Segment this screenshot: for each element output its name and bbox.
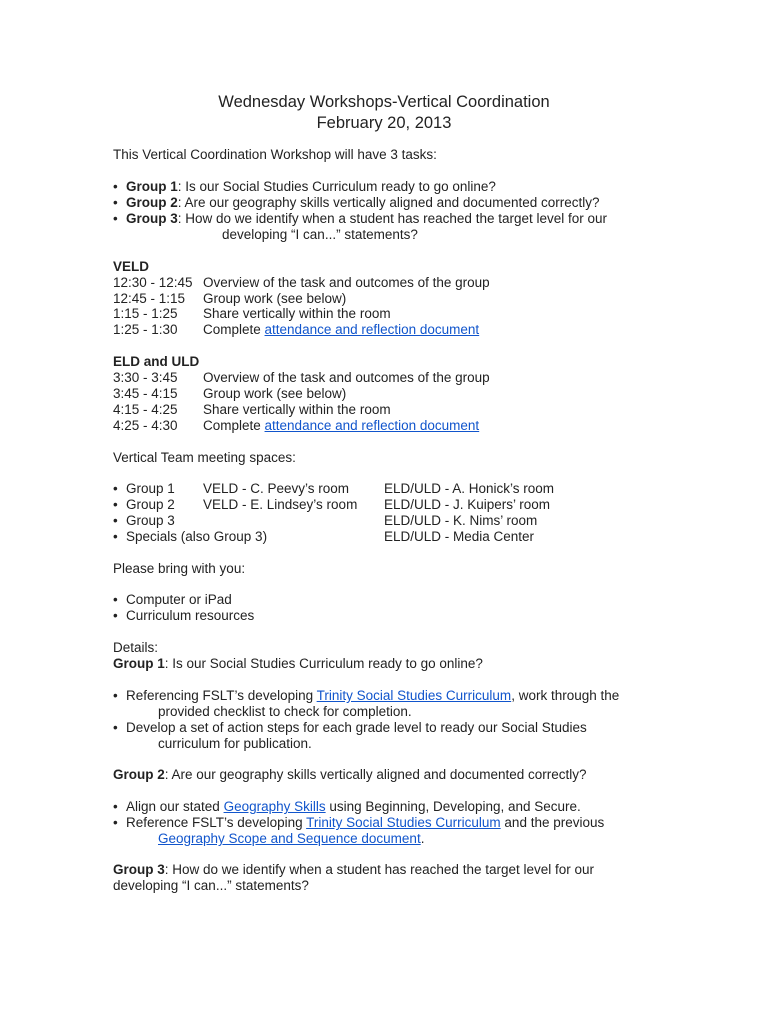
- schedule-text: Share vertically within the room: [203, 306, 391, 321]
- trinity-curriculum-link[interactable]: Trinity Social Studies Curriculum: [316, 688, 512, 703]
- geography-skills-link[interactable]: Geography Skills: [223, 799, 326, 814]
- bullet-text: , work through the: [511, 688, 620, 703]
- veld-heading: VELD: [113, 259, 150, 274]
- schedule-text: Share vertically within the room: [203, 402, 391, 417]
- space-eld-room: ELD/ULD - J. Kuipers’ room: [384, 497, 551, 512]
- bullet-text: Reference FSLT’s developing: [126, 815, 307, 830]
- bullet-glyph: •: [113, 497, 118, 512]
- space-group: Group 1: [126, 481, 175, 496]
- space-eld-room: ELD/ULD - A. Honick’s room: [384, 481, 555, 496]
- space-row: [113, 481, 554, 497]
- document-date: February 20, 2013: [316, 114, 452, 132]
- task-text: : How do we identify when a student has reached the target level for our: [177, 211, 608, 226]
- bring-item-text: Curriculum resources: [126, 608, 255, 623]
- task-item: [113, 195, 600, 211]
- space-group: Group 3: [126, 513, 175, 528]
- details-group-3-continuation: developing “I can...” statements?: [113, 878, 309, 893]
- schedule-time: 1:25 - 1:30: [113, 322, 178, 337]
- bullet-glyph: •: [113, 592, 118, 607]
- schedule-time: 1:15 - 1:25: [113, 306, 178, 321]
- schedule-text: Complete: [203, 322, 265, 337]
- space-group: Group 2: [126, 497, 175, 512]
- space-eld-room: ELD/ULD - K. Nims’ room: [384, 513, 538, 528]
- details-bullet: [113, 688, 619, 704]
- task-text: : Are our geography skills vertically aligned and documented correctly?: [177, 195, 600, 210]
- bullet-text: .: [420, 831, 425, 846]
- task-continuation: developing “I can...” statements?: [222, 227, 418, 242]
- space-eld-room: ELD/ULD - Media Center: [384, 529, 535, 544]
- schedule-row: [113, 322, 479, 338]
- task-text: : Is our Social Studies Curriculum ready to go online?: [177, 179, 496, 194]
- schedule-time: 3:30 - 3:45: [113, 370, 178, 385]
- schedule-row: [113, 386, 346, 402]
- schedule-time: 4:25 - 4:30: [113, 418, 178, 433]
- bring-item-text: Computer or iPad: [126, 592, 232, 607]
- schedule-row: [113, 306, 391, 322]
- details-group-2: [113, 767, 587, 783]
- details-group-1: [113, 656, 483, 672]
- task-item: [113, 211, 607, 227]
- schedule-text: Group work (see below): [203, 291, 347, 306]
- schedule-row: [113, 291, 346, 307]
- space-veld-room: VELD - C. Peevy’s room: [203, 481, 350, 496]
- space-group: Specials (also Group 3): [126, 529, 268, 544]
- schedule-text: Complete: [203, 418, 265, 433]
- scope-sequence-link[interactable]: Geography Scope and Sequence document: [158, 831, 421, 846]
- bullet-glyph: •: [113, 608, 118, 623]
- details-bullet: [113, 720, 587, 736]
- schedule-time: 3:45 - 4:15: [113, 386, 178, 401]
- trinity-curriculum-link[interactable]: Trinity Social Studies Curriculum: [306, 815, 501, 830]
- space-veld-room: VELD - E. Lindsey’s room: [203, 497, 358, 512]
- bullet-text: Align our stated: [126, 799, 224, 814]
- space-row: [113, 529, 267, 545]
- schedule-row: [113, 418, 479, 434]
- attendance-reflection-link[interactable]: attendance and reflection document: [264, 418, 480, 433]
- bullet-text: and the previous: [500, 815, 605, 830]
- bullet-glyph: •: [113, 799, 118, 814]
- bullet-glyph: •: [113, 529, 118, 544]
- document-title: Wednesday Workshops-Vertical Coordination: [218, 93, 550, 111]
- spaces-heading: Vertical Team meeting spaces:: [113, 450, 296, 465]
- attendance-reflection-link[interactable]: attendance and reflection document: [264, 322, 480, 337]
- bullet-text: Develop a set of action steps for each grade level to ready our Social Studies: [126, 720, 587, 735]
- schedule-time: 12:45 - 1:15: [113, 291, 186, 306]
- task-item: [113, 179, 496, 195]
- task-label: Group 2: [126, 195, 178, 210]
- bring-item: [113, 592, 232, 608]
- bring-heading: Please bring with you:: [113, 561, 246, 576]
- schedule-time: 4:15 - 4:25: [113, 402, 178, 417]
- details-bullet: [113, 799, 581, 815]
- bullet-glyph: •: [113, 513, 118, 528]
- schedule-row: [113, 370, 490, 386]
- schedule-text: Overview of the task and outcomes of the group: [203, 275, 490, 290]
- group-question: : Is our Social Studies Curriculum ready to go online?: [164, 656, 483, 671]
- details-group-3: [113, 862, 594, 878]
- schedule-row: [113, 275, 490, 291]
- schedule-time: 12:30 - 12:45: [113, 275, 193, 290]
- schedule-text: Group work (see below): [203, 386, 347, 401]
- eld-heading: ELD and ULD: [113, 354, 200, 369]
- bullet-text: Referencing FSLT’s developing: [126, 688, 317, 703]
- bullet-glyph: •: [113, 688, 118, 703]
- space-row: [113, 513, 537, 529]
- bullet-text: using Beginning, Developing, and Secure.: [325, 799, 581, 814]
- group-label: Group 1: [113, 656, 165, 671]
- details-bullet-continuation: [158, 831, 424, 847]
- bullet-glyph: •: [113, 720, 118, 735]
- bullet-glyph: •: [113, 815, 118, 830]
- task-label: Group 1: [126, 179, 178, 194]
- schedule-row: [113, 402, 391, 418]
- group-label: Group 3: [113, 862, 165, 877]
- bullet-glyph: •: [113, 211, 118, 226]
- bring-item: [113, 608, 254, 624]
- group-label: Group 2: [113, 767, 165, 782]
- space-row: [113, 497, 550, 513]
- details-bullet-continuation: curriculum for publication.: [158, 736, 312, 751]
- group-question: : How do we identify when a student has reached the target level for our: [164, 862, 595, 877]
- details-heading: Details:: [113, 640, 159, 655]
- group-question: : Are our geography skills vertically aligned and documented correctly?: [164, 767, 587, 782]
- intro-text: This Vertical Coordination Workshop will have 3 tasks:: [113, 147, 437, 162]
- bullet-glyph: •: [113, 179, 118, 194]
- details-bullet-continuation: provided checklist to check for completion.: [158, 704, 412, 719]
- task-label: Group 3: [126, 211, 178, 226]
- bullet-glyph: •: [113, 195, 118, 210]
- schedule-text: Overview of the task and outcomes of the group: [203, 370, 490, 385]
- details-bullet: [113, 815, 604, 831]
- bullet-glyph: •: [113, 481, 118, 496]
